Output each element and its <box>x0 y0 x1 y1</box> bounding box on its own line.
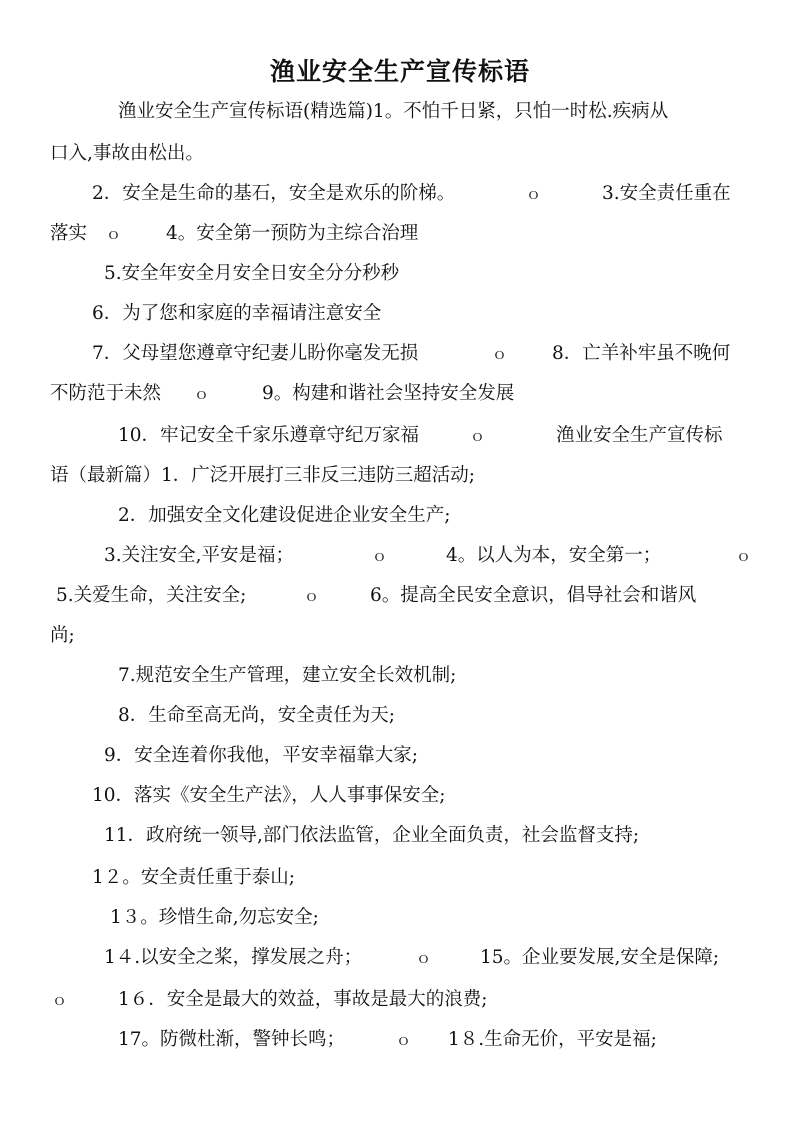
paragraph-mark: ｏ <box>106 225 122 243</box>
text-line: 7.规范安全生产管理，建立安全长效机制; <box>118 665 457 686</box>
text-line: 1４.以安全之桨，撑发展之舟； <box>104 947 363 968</box>
paragraph-mark: ｏ <box>52 991 68 1009</box>
text-line: 1６．安全是最大的效益，事故是最大的浪费; <box>118 989 488 1010</box>
text-line: 3.安全责任重在 <box>602 183 731 204</box>
text-line: 9．安全连着你我他，平安幸福靠大家; <box>104 745 419 766</box>
paragraph-mark: ｏ <box>470 427 486 445</box>
paragraph-mark: ｏ <box>304 587 320 605</box>
text-line: 7．父母望您遵章守纪妻儿盼你毫发无损 <box>92 343 419 364</box>
paragraph-mark: ｏ <box>372 547 388 565</box>
text-line: 10．牢记安全千家乐遵章守纪万家福 <box>118 425 420 446</box>
text-line: 1３。珍惜生命,勿忘安全; <box>110 907 319 928</box>
text-line: 6．为了您和家庭的幸福请注意安全 <box>92 303 382 324</box>
paragraph-mark: ｏ <box>736 547 752 565</box>
paragraph-mark: ｏ <box>526 185 542 203</box>
text-line: 11．政府统一领导,部门依法监管，企业全面负责，社会监督支持; <box>104 825 640 846</box>
paragraph-mark: ｏ <box>492 345 508 363</box>
page-title: 渔业安全生产宣传标语 <box>269 57 530 86</box>
text-line: 6。提高全民安全意识，倡导社会和谐风 <box>370 585 697 606</box>
text-line: 2．加强安全文化建设促进企业安全生产; <box>118 505 451 526</box>
paragraph-mark: ｏ <box>416 949 432 967</box>
text-line: 尚; <box>50 625 75 646</box>
text-line: 语（最新篇）1．广泛开展打三非反三违防三超活动; <box>50 465 476 486</box>
text-line: 落实 <box>50 223 88 244</box>
text-line: 8．生命至高无尚，安全责任为天; <box>118 705 396 726</box>
text-line: 1８.生命无价，平安是福; <box>448 1029 657 1050</box>
text-line: 渔业安全生产宣传标语(精选篇)1。不怕千日紧，只怕一时松.疾病从 <box>118 101 669 122</box>
text-line: 1２。安全责任重于泰山; <box>92 867 296 888</box>
text-line: 4。以人为本，安全第一； <box>446 545 662 566</box>
text-line: 5.关爱生命，关注安全; <box>56 585 247 606</box>
text-line: 10．落实《安全生产法》，人人事事保安全; <box>92 785 446 806</box>
text-line: 17。防微杜渐，警钟长鸣； <box>118 1029 346 1050</box>
paragraph-mark: ｏ <box>396 1031 412 1049</box>
text-line: 9。构建和谐社会坚持安全发展 <box>262 383 515 404</box>
text-line: 3.关注安全,平安是福； <box>104 545 295 566</box>
text-line: 2．安全是生命的基石，安全是欢乐的阶梯。 <box>92 183 456 204</box>
paragraph-mark: ｏ <box>194 385 210 403</box>
text-line: 15。企业要发展,安全是保障; <box>480 947 720 968</box>
text-line: 4。安全第一预防为主综合治理 <box>166 223 419 244</box>
text-line: 不防范于未然 <box>50 383 162 404</box>
text-line: 5.安全年安全月安全日安全分分秒秒 <box>104 263 400 284</box>
text-line: 8．亡羊补牢虽不晚何 <box>552 343 731 364</box>
text-line: 口入,事故由松出。 <box>50 143 204 164</box>
text-line: 渔业安全生产宣传标 <box>556 425 723 446</box>
